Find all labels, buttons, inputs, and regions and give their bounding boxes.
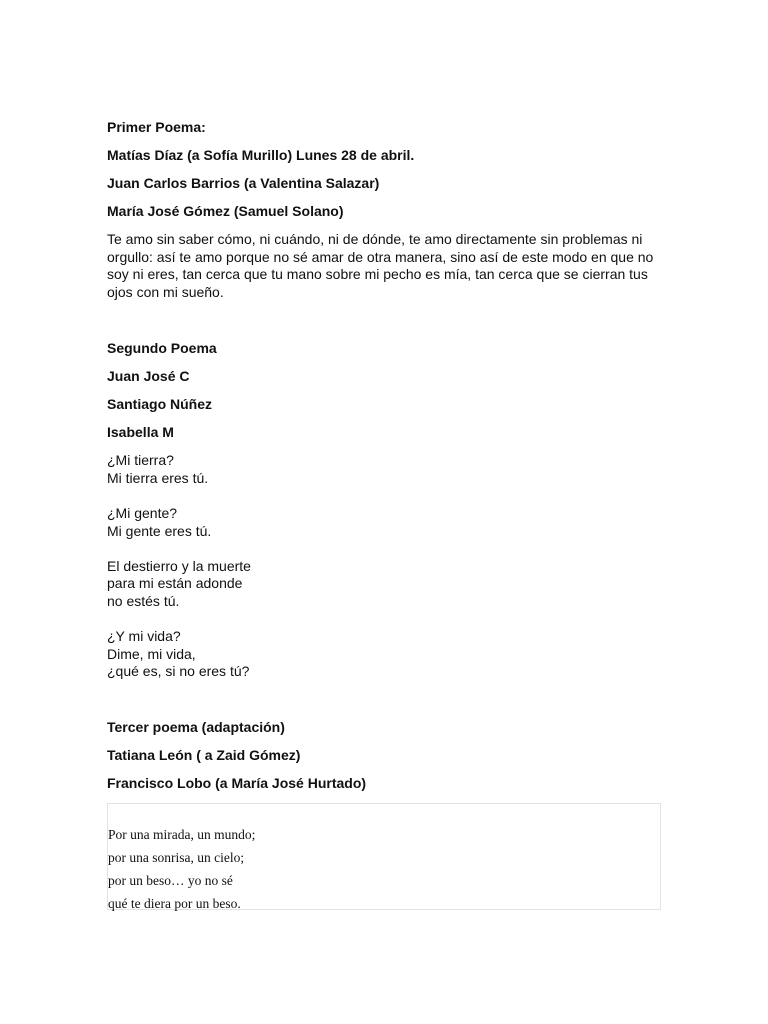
- poem-3-credit: Tatiana León ( a Zaid Gómez): [107, 746, 301, 763]
- poem-line: El destierro y la muerte: [107, 557, 251, 574]
- poem-line: ¿Mi gente?: [107, 505, 178, 522]
- poem-line: Mi tierra eres tú.: [107, 469, 209, 486]
- section-spacer: [107, 301, 663, 340]
- poem-1-section: [107, 119, 663, 301]
- poem-3-title: Tercer poema (adaptación): [107, 718, 285, 735]
- poem-line: no estés tú.: [107, 592, 180, 609]
- poem-2-section: [107, 340, 663, 680]
- poem-line: por una sonrisa, un cielo;: [108, 849, 245, 865]
- poem-1-credit: María José Gómez (Samuel Solano): [107, 203, 344, 219]
- poem-3-credit: Francisco Lobo (a María José Hurtado): [107, 774, 367, 791]
- poem-1-credit: Juan Carlos Barrios (a Valentina Salazar): [107, 175, 380, 191]
- poem-1-title: Primer Poema:: [107, 119, 206, 135]
- poem-line: ¿Mi tierra?: [107, 452, 174, 469]
- poem-2-stanza: [107, 452, 663, 487]
- poem-line: ¿Y mi vida?: [107, 628, 181, 645]
- poem-2-title: Segundo Poema: [107, 340, 217, 357]
- poem-2-stanza: [107, 558, 663, 611]
- poem-1-text: Te amo sin saber cómo, ni cuándo, ni de dónde, te amo directamente sin problemas ni orgullo: así te amo porque no sé amar de otra manera, sino así de este modo en que no soy ni eres, tan cerca que tu mano sobre mi pecho es mía, tan cerca que se cierran tus ojos con mi sueño.: [107, 231, 654, 300]
- poem-2-credit: Isabella M: [107, 424, 174, 441]
- poem-3-section: [107, 719, 663, 910]
- poem-line: Por una mirada, un mundo;: [108, 826, 256, 842]
- poem-1-credit: Matías Díaz (a Sofía Murillo) Lunes 28 de abril.: [107, 147, 415, 163]
- poem-3-box: [107, 803, 661, 910]
- poem-line: por un beso… yo no sé: [108, 872, 233, 888]
- poem-line: para mi están adonde: [107, 575, 243, 592]
- document-page: [107, 119, 663, 910]
- poem-2-stanza: [107, 628, 663, 681]
- poem-2-credit: Santiago Núñez: [107, 396, 213, 413]
- poem-line: ¿qué es, si no eres tú?: [107, 663, 250, 680]
- poem-2-stanza: [107, 505, 663, 540]
- poem-line: Mi gente eres tú.: [107, 522, 212, 539]
- poem-line: qué te diera por un beso.: [108, 895, 241, 911]
- poem-line: Dime, mi vida,: [107, 645, 196, 662]
- section-spacer: [107, 681, 663, 719]
- poem-2-credit: Juan José C: [107, 368, 190, 385]
